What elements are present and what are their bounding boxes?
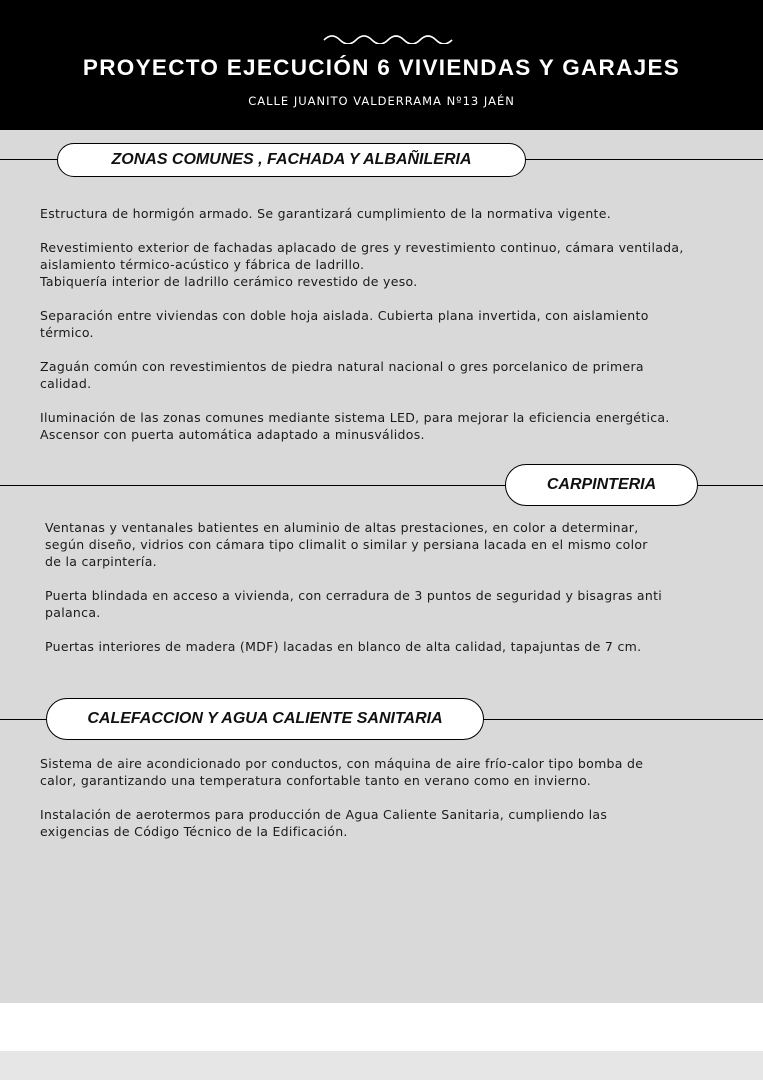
text-line: Iluminación de las zonas comunes mediante sistema LED, para mejorar la eficiencia energética. xyxy=(40,410,670,425)
section-divider-left xyxy=(0,159,60,160)
section-divider-right xyxy=(696,485,763,486)
text-line: palanca. xyxy=(45,605,101,620)
text-line: aislamiento térmico-acústico y fábrica de ladrillo. xyxy=(40,257,365,272)
paragraph xyxy=(45,638,662,655)
paragraph xyxy=(40,409,684,443)
paragraph xyxy=(40,307,684,341)
page-subtitle: CALLE JUANITO VALDERRAMA Nº13 JAÉN xyxy=(248,94,515,108)
paragraph xyxy=(45,519,662,570)
section-heading-calefaccion: CALEFACCION Y AGUA CALIENTE SANITARIA xyxy=(46,698,484,740)
text-line: Ventanas y ventanales batientes en aluminio de altas prestaciones, en color a determinar, xyxy=(45,520,639,535)
text-line: de la carpintería. xyxy=(45,554,157,569)
text-line: Zaguán común con revestimientos de piedra natural nacional o gres porcelanico de primera xyxy=(40,359,644,374)
paragraph xyxy=(45,587,662,621)
text-line: Instalación de aerotermos para producción de Agua Caliente Sanitaria, cumpliendo las xyxy=(40,807,608,822)
text-line: Revestimiento exterior de fachadas aplacado de gres y revestimiento continuo, cámara ventilada, xyxy=(40,240,684,255)
paragraph xyxy=(40,358,684,392)
paragraph xyxy=(40,205,684,222)
paragraph xyxy=(40,239,684,290)
text-line: Estructura de hormigón armado. Se garantizará cumplimiento de la normativa vigente. xyxy=(40,206,612,221)
page-title: PROYECTO EJECUCIÓN 6 VIVIENDAS Y GARAJES xyxy=(82,55,681,80)
paragraph xyxy=(40,755,643,789)
section-body-calefaccion xyxy=(40,755,643,857)
text-line: Ascensor con puerta automática adaptado a minusválidos. xyxy=(40,427,425,442)
text-line: calor, garantizando una temperatura confortable tanto en verano como en invierno. xyxy=(40,773,592,788)
header-banner xyxy=(0,0,763,130)
text-line: según diseño, vidrios con cámara tipo climalit o similar y persiana lacada en el mismo color xyxy=(45,537,648,552)
section-body-carpinteria xyxy=(45,519,662,672)
section-divider-left xyxy=(0,719,50,720)
section-divider-right xyxy=(482,719,763,720)
text-line: Tabiquería interior de ladrillo cerámico revestido de yeso. xyxy=(40,274,418,289)
text-line: calidad. xyxy=(40,376,92,391)
section-heading-zonas-comunes: ZONAS COMUNES , FACHADA Y ALBAÑILERIA xyxy=(57,143,526,177)
text-line: térmico. xyxy=(40,325,94,340)
footer-strip xyxy=(0,1051,763,1080)
text-line: Puertas interiores de madera (MDF) lacadas en blanco de alta calidad, tapajuntas de 7 cm. xyxy=(45,639,642,654)
section-heading-carpinteria: CARPINTERIA xyxy=(505,464,698,506)
wave-ornament xyxy=(322,30,458,44)
text-line: Puerta blindada en acceso a vivienda, con cerradura de 3 puntos de seguridad y bisagras anti xyxy=(45,588,663,603)
text-line: exigencias de Código Técnico de la Edificación. xyxy=(40,824,348,839)
section-divider-left xyxy=(0,485,508,486)
section-body-zonas-comunes xyxy=(40,205,684,460)
text-line: Sistema de aire acondicionado por conductos, con máquina de aire frío-calor tipo bomba de xyxy=(40,756,644,771)
text-line: Separación entre viviendas con doble hoja aislada. Cubierta plana invertida, con aislamiento xyxy=(40,308,649,323)
paragraph xyxy=(40,806,643,840)
footer-band xyxy=(0,1003,763,1051)
section-divider-right xyxy=(524,159,763,160)
